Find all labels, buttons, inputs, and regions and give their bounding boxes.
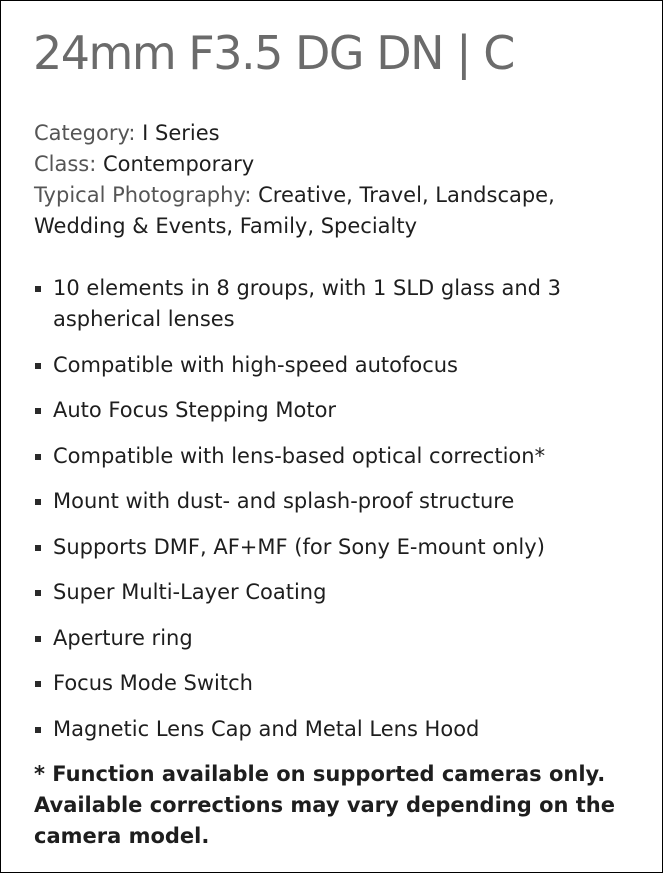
list-item (34, 486, 634, 517)
list-item (34, 350, 634, 381)
square-bullet-icon (35, 636, 41, 642)
list-item (34, 577, 634, 608)
category-value: I Series (142, 121, 220, 145)
photography-value: Creative, Travel, Landscape, Wedding & Events, Family, Specialty (34, 183, 555, 238)
square-bullet-icon (35, 727, 41, 733)
product-title: 24mm F3.5 DG DN | C (33, 26, 514, 80)
feature-text: Supports DMF, AF+MF (for Sony E-mount only) (53, 534, 545, 559)
feature-text: Compatible with high-speed autofocus (53, 352, 458, 377)
category-row (34, 118, 644, 149)
list-item (34, 623, 634, 654)
feature-text: Magnetic Lens Cap and Metal Lens Hood (53, 716, 480, 741)
category-label: Category: (34, 121, 136, 145)
footnote: * Function available on supported cameras only. Available corrections may vary depending on the camera model. (34, 762, 615, 848)
class-row (34, 149, 644, 180)
square-bullet-icon (35, 681, 41, 687)
photography-row (34, 180, 644, 242)
list-item (34, 395, 634, 426)
list-item (34, 273, 634, 335)
class-value: Contemporary (103, 152, 255, 176)
square-bullet-icon (35, 454, 41, 460)
feature-list (34, 273, 634, 759)
feature-text: 10 elements in 8 groups, with 1 SLD glass and 3 aspherical lenses (53, 276, 562, 331)
feature-text: Compatible with lens-based optical correction* (53, 443, 546, 468)
feature-text: Focus Mode Switch (53, 671, 253, 695)
feature-text: Super Multi-Layer Coating (53, 580, 327, 604)
feature-text: Auto Focus Stepping Motor (53, 398, 337, 422)
list-item (34, 668, 634, 699)
spec-summary (34, 118, 644, 242)
list-item (34, 532, 634, 563)
list-item (34, 714, 634, 745)
square-bullet-icon (35, 408, 41, 414)
square-bullet-icon (35, 363, 41, 369)
square-bullet-icon (35, 286, 41, 292)
list-item (34, 441, 634, 472)
square-bullet-icon (35, 545, 41, 551)
feature-text: Mount with dust- and splash-proof structure (53, 489, 515, 513)
square-bullet-icon (35, 499, 41, 505)
class-label: Class: (34, 152, 97, 176)
feature-text: Aperture ring (53, 625, 193, 650)
square-bullet-icon (35, 590, 41, 596)
photography-label: Typical Photography: (34, 183, 252, 207)
